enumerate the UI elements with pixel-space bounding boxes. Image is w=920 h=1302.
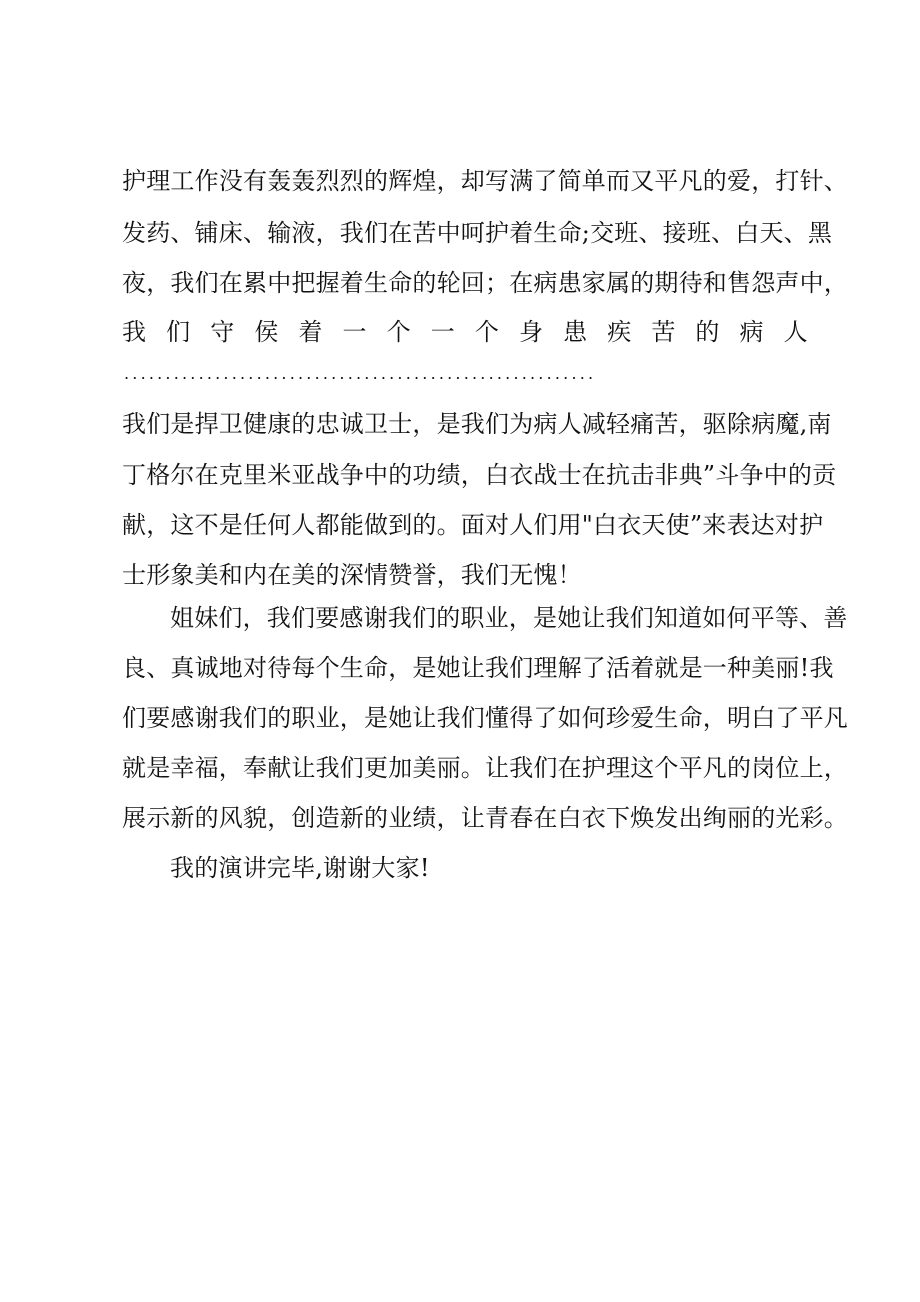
spaced-character: 疾: [607, 318, 632, 346]
paragraph-line: 就是幸福，奉献让我们更加美丽。让我们在护理这个平凡的岗位上，: [122, 754, 848, 782]
spaced-character: 守: [210, 318, 235, 346]
spaced-character: 患: [563, 318, 588, 346]
spaced-character: 人: [783, 318, 808, 346]
paragraph-line: 发药、铺床、输液，我们在苦中呵护着生命;交班、接班、白天、黑: [122, 219, 833, 247]
spaced-character: 一: [430, 318, 455, 346]
paragraph-line: 展示新的风貌，创造新的业绩，让青春在白衣下焕发出绚丽的光彩。: [122, 804, 848, 832]
paragraph-line: 士形象美和内在美的深情赞誉，我们无愧！: [122, 561, 582, 589]
spaced-character: 着: [298, 318, 323, 346]
closing-line: 我的演讲完毕,谢谢大家!: [170, 854, 430, 882]
paragraph-line: 丁格尔在克里米亚战争中的功绩，白衣战士在抗击非典”斗争中的贡: [122, 461, 837, 489]
spaced-character: 们: [166, 318, 191, 346]
spaced-character: 病: [739, 318, 764, 346]
ellipsis-dots: .........................................................: [124, 368, 597, 380]
spaced-character: 我: [122, 318, 147, 346]
paragraph-line: 们要感谢我们的职业，是她让我们懂得了如何珍爱生命，明白了平凡: [122, 704, 848, 732]
paragraph-line: 献，这不是任何人都能做到的。面对人们用"白衣天使”来表达对护: [122, 511, 824, 539]
spaced-character: 一: [342, 318, 367, 346]
paragraph-line: 姐妹们，我们要感谢我们的职业，是她让我们知道如何平等、善: [170, 604, 848, 632]
paragraph-line: 良、真诚地对待每个生命，是她让我们理解了活着就是一种美丽!我: [122, 654, 834, 682]
spaced-character: 侯: [254, 318, 279, 346]
spaced-character: 的: [695, 318, 720, 346]
paragraph-line: 我们是捍卫健康的忠诚卫士，是我们为病人减轻痛苦，驱除病魔,南: [122, 410, 832, 438]
spaced-character: 苦: [651, 318, 676, 346]
spaced-character: 身: [518, 318, 544, 346]
spaced-character: 个: [386, 318, 411, 346]
spaced-character: 个: [474, 318, 500, 346]
paragraph-line: 护理工作没有轰轰烈烈的辉煌，却写满了简单而又平凡的爱，打针、: [122, 167, 848, 195]
paragraph-line: 夜，我们在累中把握着生命的轮回；在病患家属的期待和售怨声中，: [122, 269, 848, 297]
spaced-paragraph-line: [122, 317, 808, 347]
